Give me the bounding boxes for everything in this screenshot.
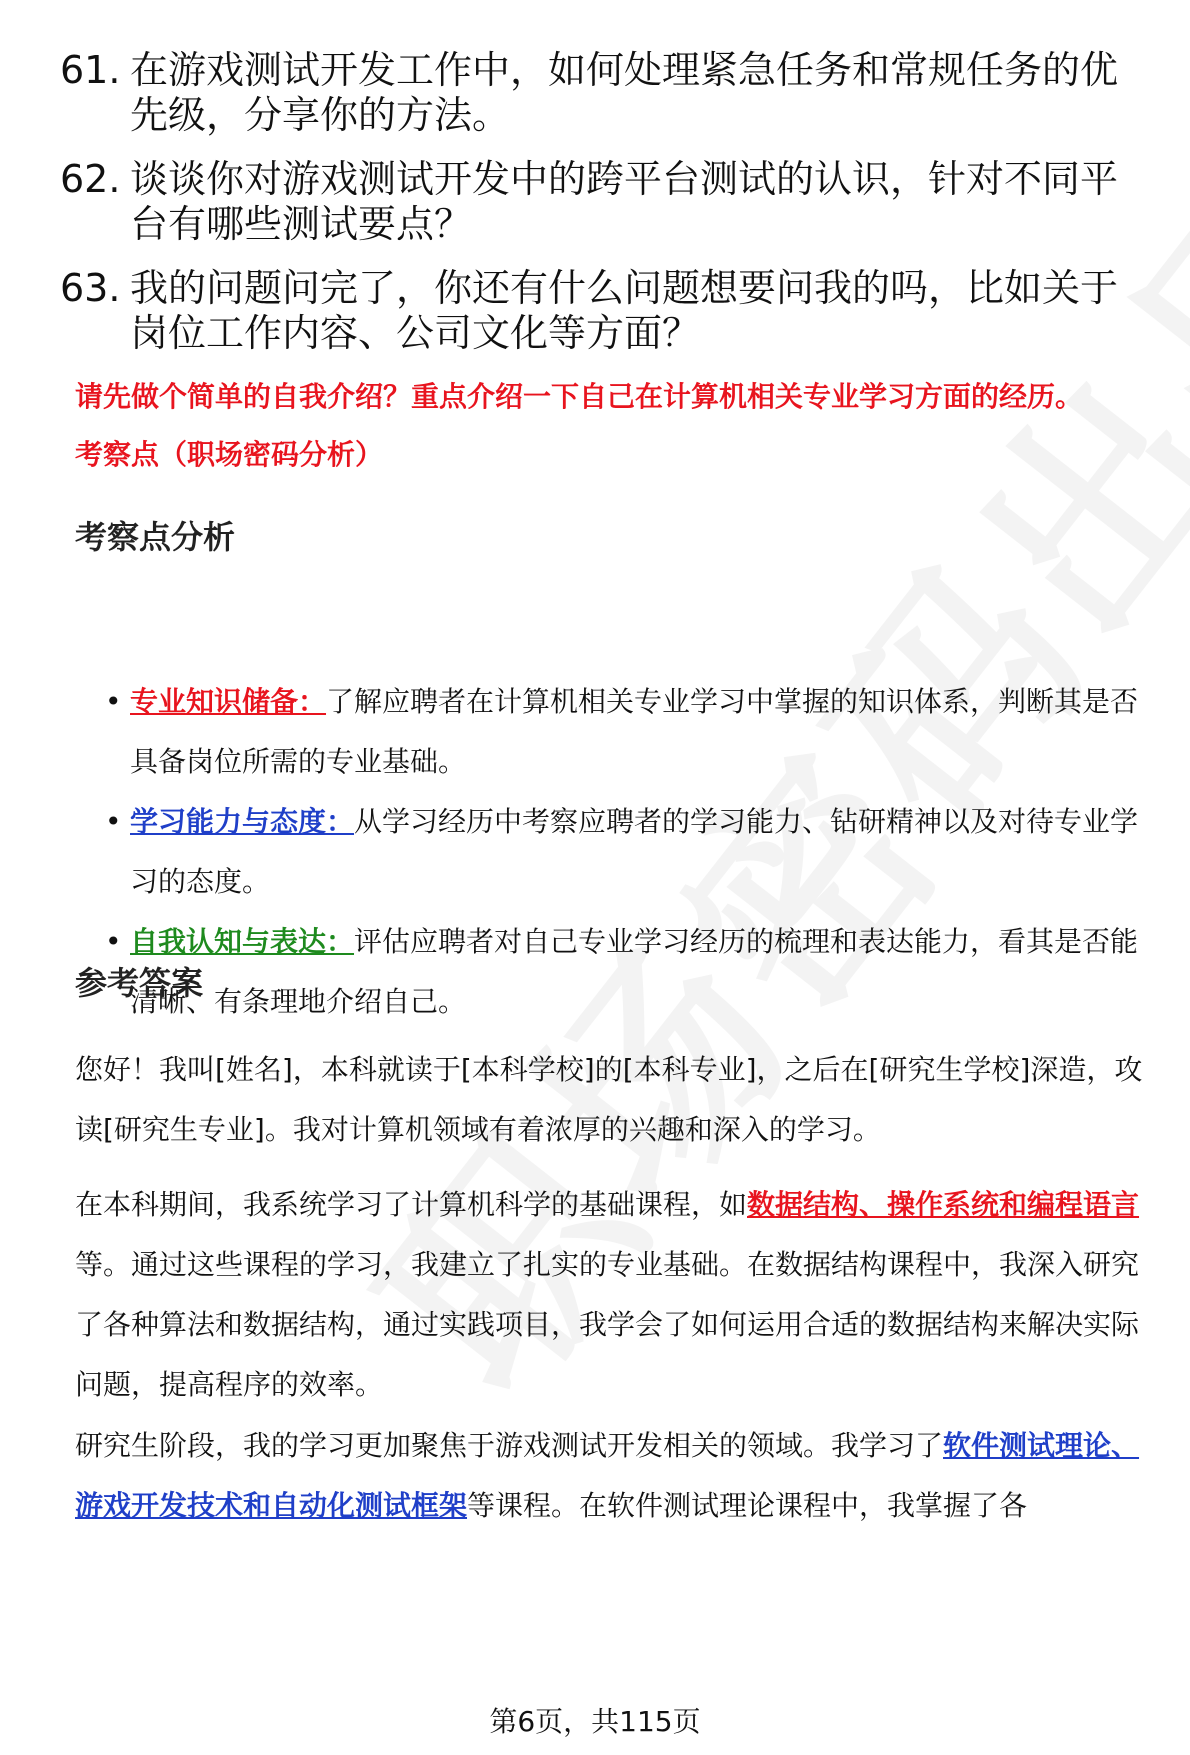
answer-paragraph-3 <box>75 1416 1160 1536</box>
red-question-heading: 请先做个简单的自我介绍？重点介绍一下自己在计算机相关专业学习方面的经历。 <box>75 380 1084 413</box>
question-61 <box>60 48 1150 138</box>
answer-paragraph-1: 您好！我叫[姓名]，本科就读于[本科学校]的[本科专业]，之后在[研究生学校]深造，攻读[研究生专业]。我对计算机领域有着浓厚的兴趣和深入的学习。 <box>75 1053 1143 1146</box>
page-footer: 第6页，共115页 <box>489 1705 701 1738</box>
bullet-text: 从学习经历中考察应聘者的学习能力、钻研精神以及对待专业学习的态度。 <box>130 805 1139 898</box>
question-number: 63. <box>60 266 121 310</box>
bullet-item-expression <box>75 912 1155 1032</box>
bullet-dot-icon: • <box>105 805 122 838</box>
bullet-label: 自我认知与表达： <box>130 925 355 958</box>
question-63 <box>60 266 1150 356</box>
bullet-dot-icon: • <box>105 685 122 718</box>
bullet-item-knowledge <box>75 672 1155 792</box>
highlight-courses: 软件测试理论、游戏开发技术和自动化测试框架 <box>75 1429 1140 1522</box>
question-62 <box>60 157 1150 247</box>
question-number: 62. <box>60 157 121 201</box>
bullet-item-learning <box>75 792 1155 912</box>
answer-paragraph-2 <box>75 1175 1160 1415</box>
paragraph-text: 等。通过这些课程的学习，我建立了扎实的专业基础。在数据结构课程中，我深入研究了各种算法和数据结构，通过实践项目，我学会了如何运用合适的数据结构来解决实际问题，提高程序的效率。 <box>75 1248 1140 1401</box>
bullet-text: 评估应聘者对自己专业学习经历的梳理和表达能力，看其是否能清晰、有条理地介绍自己。 <box>130 925 1139 1018</box>
bullet-label: 专业知识储备： <box>130 685 327 718</box>
paragraph-text: 研究生阶段，我的学习更加聚焦于游戏测试开发相关的领域。我学习了 <box>75 1429 944 1462</box>
paragraph-text: 在本科期间，我系统学习了计算机科学的基础课程，如 <box>75 1188 748 1221</box>
bullet-label: 学习能力与态度： <box>130 805 355 838</box>
highlight-courses: 数据结构、操作系统和编程语言 <box>747 1188 1140 1221</box>
analysis-bullet-list <box>75 672 1155 1032</box>
question-text: 我的问题问完了，你还有什么问题想要问我的吗，比如关于岗位工作内容、公司文化等方面？ <box>130 266 1119 355</box>
analysis-subtitle: 考察点（职场密码分析） <box>75 438 384 471</box>
paragraph-text: 等课程。在软件测试理论课程中，我掌握了各 <box>467 1489 1028 1522</box>
question-number: 61. <box>60 48 121 92</box>
bullet-dot-icon: • <box>105 925 122 958</box>
analysis-heading: 考察点分析 <box>75 518 236 556</box>
question-text: 在游戏测试开发工作中，如何处理紧急任务和常规任务的优先级，分享你的方法。 <box>130 48 1119 137</box>
bullet-text: 了解应聘者在计算机相关专业学习中掌握的知识体系，判断其是否具备岗位所需的专业基础。 <box>130 685 1139 778</box>
answer-heading: 参考答案 <box>75 964 204 1002</box>
question-text: 谈谈你对游戏测试开发中的跨平台测试的认识，针对不同平台有哪些测试要点？ <box>130 157 1119 246</box>
